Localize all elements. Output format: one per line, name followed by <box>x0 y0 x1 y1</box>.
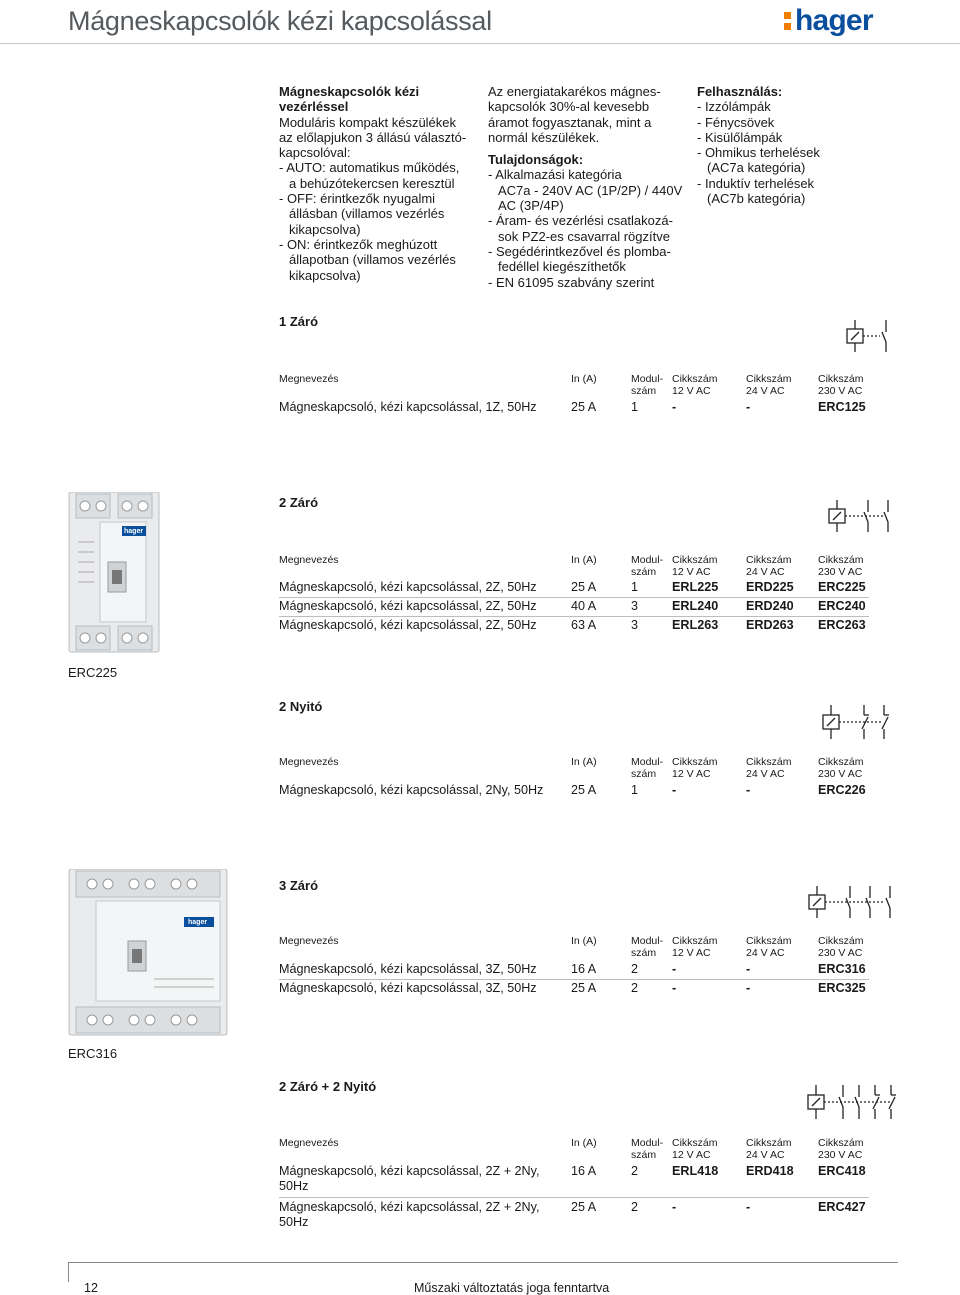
property-line: fedéllel kiegészíthetők <box>498 259 626 275</box>
row-code-230v: ERC316 <box>818 962 866 976</box>
row-mod: 2 <box>631 1200 639 1214</box>
row-code-230v: ERC225 <box>818 580 866 594</box>
contact-diagram-2no-2nc <box>807 1083 899 1121</box>
usage-line: (AC7a kategória) <box>707 160 806 176</box>
row-code-24v: - <box>746 1200 751 1214</box>
col-header-cikk: Cikkszám <box>818 373 864 385</box>
row-name-line-2: 50Hz <box>279 1179 309 1193</box>
row-in: 63 A <box>571 618 597 632</box>
col-header-name: Megnevezés <box>279 935 339 947</box>
row-name: Mágneskapcsoló, kézi kapcsolással, 1Z, 50Hz <box>279 400 537 414</box>
row-code-12v: - <box>672 400 677 414</box>
contact-diagram-2no <box>828 498 894 534</box>
coil-symbol-icon <box>828 498 894 534</box>
row-code-24v: - <box>746 962 751 976</box>
row-in: 16 A <box>571 962 597 976</box>
page-title: Mágneskapcsolók kézi kapcsolással <box>68 6 492 36</box>
row-name-line-1: Mágneskapcsoló, kézi kapcsolással, 2Z + 2Ny, <box>279 1200 540 1214</box>
intro-column-1 <box>279 84 469 283</box>
image-caption-erc225: ERC225 <box>68 665 118 680</box>
row-code-12v: ERL263 <box>672 618 719 632</box>
intro-line: - ON: érintkezők meghúzott <box>279 236 438 252</box>
intro-line: kikapcsolva) <box>289 221 361 237</box>
row-divider <box>279 979 869 980</box>
product-image-erc316 <box>68 869 228 1037</box>
row-mod: 1 <box>631 580 639 594</box>
row-divider <box>279 597 869 598</box>
row-mod: 2 <box>631 962 639 976</box>
col-header-modul-2: szám <box>631 566 657 578</box>
contactor-3p-icon <box>68 869 228 1037</box>
col-header-cikk: Cikkszám <box>746 1137 792 1149</box>
row-code-230v: ERC263 <box>818 618 866 632</box>
col-header-cikk: Cikkszám <box>746 935 792 947</box>
col-header-name: Megnevezés <box>279 373 339 385</box>
usage-line: - Izzólámpák <box>697 99 771 115</box>
coil-symbol-icon <box>807 1083 899 1121</box>
properties-title: Tulajdonságok: <box>488 152 584 168</box>
header-divider <box>0 43 960 44</box>
row-in: 25 A <box>571 981 597 995</box>
col-header-cikk: Cikkszám <box>672 554 718 566</box>
col-header-cikk: Cikkszám <box>672 373 718 385</box>
row-code-24v: - <box>746 783 751 797</box>
row-divider <box>279 616 869 617</box>
footer-divider <box>68 1262 898 1263</box>
intro-line: áramot fogyasztanak, mint a <box>488 114 652 130</box>
row-code-24v: ERD263 <box>746 618 794 632</box>
row-name: Mágneskapcsoló, kézi kapcsolással, 2Z, 50Hz <box>279 599 537 613</box>
section-title: 3 Záró <box>279 878 319 893</box>
intro-line: kapcsolók 30%-al kevesebb <box>488 99 650 115</box>
col-header-modul: Modul- <box>631 935 664 947</box>
col-header-modul-2: szám <box>631 768 657 780</box>
row-divider <box>279 1197 869 1198</box>
intro-line: állapotban (villamos vezérlés <box>289 252 456 268</box>
row-in: 25 A <box>571 400 597 414</box>
intro-line: - AUTO: automatikus működés, <box>279 160 460 176</box>
col-header-cikk: Cikkszám <box>818 935 864 947</box>
col-header-cikk: Cikkszám <box>672 935 718 947</box>
col-header-name: Megnevezés <box>279 756 339 768</box>
contact-diagram-2nc <box>822 703 892 741</box>
col-header-12v: 12 V AC <box>672 1149 711 1161</box>
col-header-24v: 24 V AC <box>746 1149 785 1161</box>
row-code-230v: ERC418 <box>818 1164 866 1178</box>
intro-title-line-1: Mágneskapcsolók kézi <box>279 84 420 99</box>
row-code-24v: ERD240 <box>746 599 794 613</box>
section-title: 2 Záró <box>279 495 319 510</box>
col-header-cikk: Cikkszám <box>746 554 792 566</box>
row-mod: 1 <box>631 400 639 414</box>
col-header-modul-2: szám <box>631 947 657 959</box>
col-header-modul: Modul- <box>631 1137 664 1149</box>
contactor-2p-icon <box>68 492 160 654</box>
coil-symbol-icon <box>846 318 892 354</box>
usage-line: - Ohmikus terhelések <box>697 145 820 161</box>
property-line: sok PZ2-es csavarral rögzítve <box>498 228 670 244</box>
intro-title-line-2: vezérléssel <box>279 99 349 115</box>
col-header-modul-2: szám <box>631 1149 657 1161</box>
row-mod: 1 <box>631 783 639 797</box>
row-name-line-2: 50Hz <box>279 1215 309 1229</box>
col-header-in: In (A) <box>571 1137 597 1149</box>
row-mod: 3 <box>631 618 639 632</box>
col-header-cikk: Cikkszám <box>818 1137 864 1149</box>
row-mod: 2 <box>631 981 639 995</box>
row-code-12v: ERL240 <box>672 599 719 613</box>
row-code-24v: ERD418 <box>746 1164 794 1178</box>
col-header-12v: 12 V AC <box>672 566 711 578</box>
property-line: - Áram- és vezérlési csatlakozá- <box>488 213 673 229</box>
row-code-12v: ERL225 <box>672 580 719 594</box>
intro-line: Moduláris kompakt készülékek <box>279 114 457 130</box>
intro-line: a behúzótekercsen keresztül <box>289 175 455 191</box>
col-header-24v: 24 V AC <box>746 947 785 959</box>
page-number: 12 <box>84 1281 98 1295</box>
row-code-230v: ERC325 <box>818 981 866 995</box>
row-code-12v: - <box>672 1200 677 1214</box>
intro-line: állásban (villamos vezérlés <box>289 206 445 222</box>
row-code-24v: - <box>746 981 751 995</box>
row-in: 25 A <box>571 580 597 594</box>
col-header-230v: 230 V AC <box>818 947 863 959</box>
row-code-12v: - <box>672 962 677 976</box>
row-name: Mágneskapcsoló, kézi kapcsolással, 2Z, 50Hz <box>279 580 537 594</box>
usage-title: Felhasználás: <box>697 84 783 99</box>
intro-line: kapcsolóval: <box>279 145 351 161</box>
product-brand-label: hager <box>188 919 208 926</box>
row-code-230v: ERC240 <box>818 599 866 613</box>
row-in: 40 A <box>571 599 597 613</box>
row-name: Mágneskapcsoló, kézi kapcsolással, 3Z, 50Hz <box>279 981 537 995</box>
row-in: 25 A <box>571 1200 597 1214</box>
col-header-modul-2: szám <box>631 385 657 397</box>
intro-column-3 <box>697 84 877 206</box>
usage-line: - Kisülőlámpák <box>697 129 783 145</box>
col-header-in: In (A) <box>571 373 597 385</box>
usage-line: - Induktív terhelések <box>697 175 815 191</box>
product-image-erc225 <box>68 492 160 654</box>
row-code-230v: ERC226 <box>818 783 866 797</box>
col-header-cikk: Cikkszám <box>818 554 864 566</box>
col-header-230v: 230 V AC <box>818 1149 863 1161</box>
image-caption-erc316: ERC316 <box>68 1046 118 1061</box>
contact-diagram-1no <box>846 318 892 354</box>
col-header-in: In (A) <box>571 935 597 947</box>
intro-line: - OFF: érintkezők nyugalmi <box>279 191 436 207</box>
row-code-12v: - <box>672 783 677 797</box>
property-line: AC (3P/4P) <box>498 198 564 214</box>
logo-mark-icon <box>782 6 796 36</box>
col-header-in: In (A) <box>571 554 597 566</box>
row-in: 25 A <box>571 783 597 797</box>
usage-line: (AC7b kategória) <box>707 191 806 207</box>
col-header-name: Megnevezés <box>279 554 339 566</box>
row-code-12v: - <box>672 981 677 995</box>
product-brand-label: hager <box>124 528 144 535</box>
col-header-cikk: Cikkszám <box>746 373 792 385</box>
col-header-cikk: Cikkszám <box>746 756 792 768</box>
col-header-24v: 24 V AC <box>746 385 785 397</box>
row-code-12v: ERL418 <box>672 1164 719 1178</box>
col-header-24v: 24 V AC <box>746 566 785 578</box>
section-title: 1 Záró <box>279 314 319 329</box>
col-header-230v: 230 V AC <box>818 385 863 397</box>
intro-column-2 <box>488 84 688 290</box>
section-title: 2 Nyitó <box>279 699 323 714</box>
property-line: - EN 61095 szabvány szerint <box>488 274 655 290</box>
row-code-230v: ERC125 <box>818 400 866 414</box>
footer-tick <box>68 1262 69 1282</box>
row-name: Mágneskapcsoló, kézi kapcsolással, 2Ny, 50Hz <box>279 783 544 797</box>
col-header-modul: Modul- <box>631 373 664 385</box>
row-name: Mágneskapcsoló, kézi kapcsolással, 3Z, 50Hz <box>279 962 537 976</box>
col-header-cikk: Cikkszám <box>818 756 864 768</box>
row-name: Mágneskapcsoló, kézi kapcsolással, 2Z, 50Hz <box>279 618 537 632</box>
coil-symbol-icon <box>822 703 892 741</box>
property-line: AC7a - 240V AC (1P/2P) / 440V <box>498 182 683 198</box>
intro-line: normál készülékek. <box>488 129 600 145</box>
col-header-name: Megnevezés <box>279 1137 339 1149</box>
contact-diagram-3no <box>808 884 894 920</box>
row-mod: 2 <box>631 1164 639 1178</box>
hager-logo <box>782 6 882 40</box>
col-header-24v: 24 V AC <box>746 768 785 780</box>
col-header-in: In (A) <box>571 756 597 768</box>
intro-line: kikapcsolva) <box>289 267 361 283</box>
footer-note: Műszaki változtatás joga fenntartva <box>414 1281 610 1295</box>
col-header-12v: 12 V AC <box>672 385 711 397</box>
row-mod: 3 <box>631 599 639 613</box>
row-code-24v: - <box>746 400 751 414</box>
usage-line: - Fénycsövek <box>697 114 775 130</box>
section-title: 2 Záró + 2 Nyitó <box>279 1079 377 1094</box>
col-header-230v: 230 V AC <box>818 768 863 780</box>
intro-line: az előlapjukon 3 állású választó- <box>279 129 467 145</box>
col-header-cikk: Cikkszám <box>672 1137 718 1149</box>
row-in: 16 A <box>571 1164 597 1178</box>
coil-symbol-icon <box>808 884 894 920</box>
col-header-12v: 12 V AC <box>672 768 711 780</box>
logo-text: hager <box>795 4 873 37</box>
property-line: - Alkalmazási kategória <box>488 167 622 183</box>
col-header-12v: 12 V AC <box>672 947 711 959</box>
col-header-230v: 230 V AC <box>818 566 863 578</box>
property-line: - Segédérintkezővel és plomba- <box>488 243 671 259</box>
row-code-24v: ERD225 <box>746 580 794 594</box>
col-header-cikk: Cikkszám <box>672 756 718 768</box>
row-code-230v: ERC427 <box>818 1200 866 1214</box>
intro-line: Az energiatakarékos mágnes- <box>488 84 661 99</box>
col-header-modul: Modul- <box>631 756 664 768</box>
row-name-line-1: Mágneskapcsoló, kézi kapcsolással, 2Z + 2Ny, <box>279 1164 540 1178</box>
col-header-modul: Modul- <box>631 554 664 566</box>
